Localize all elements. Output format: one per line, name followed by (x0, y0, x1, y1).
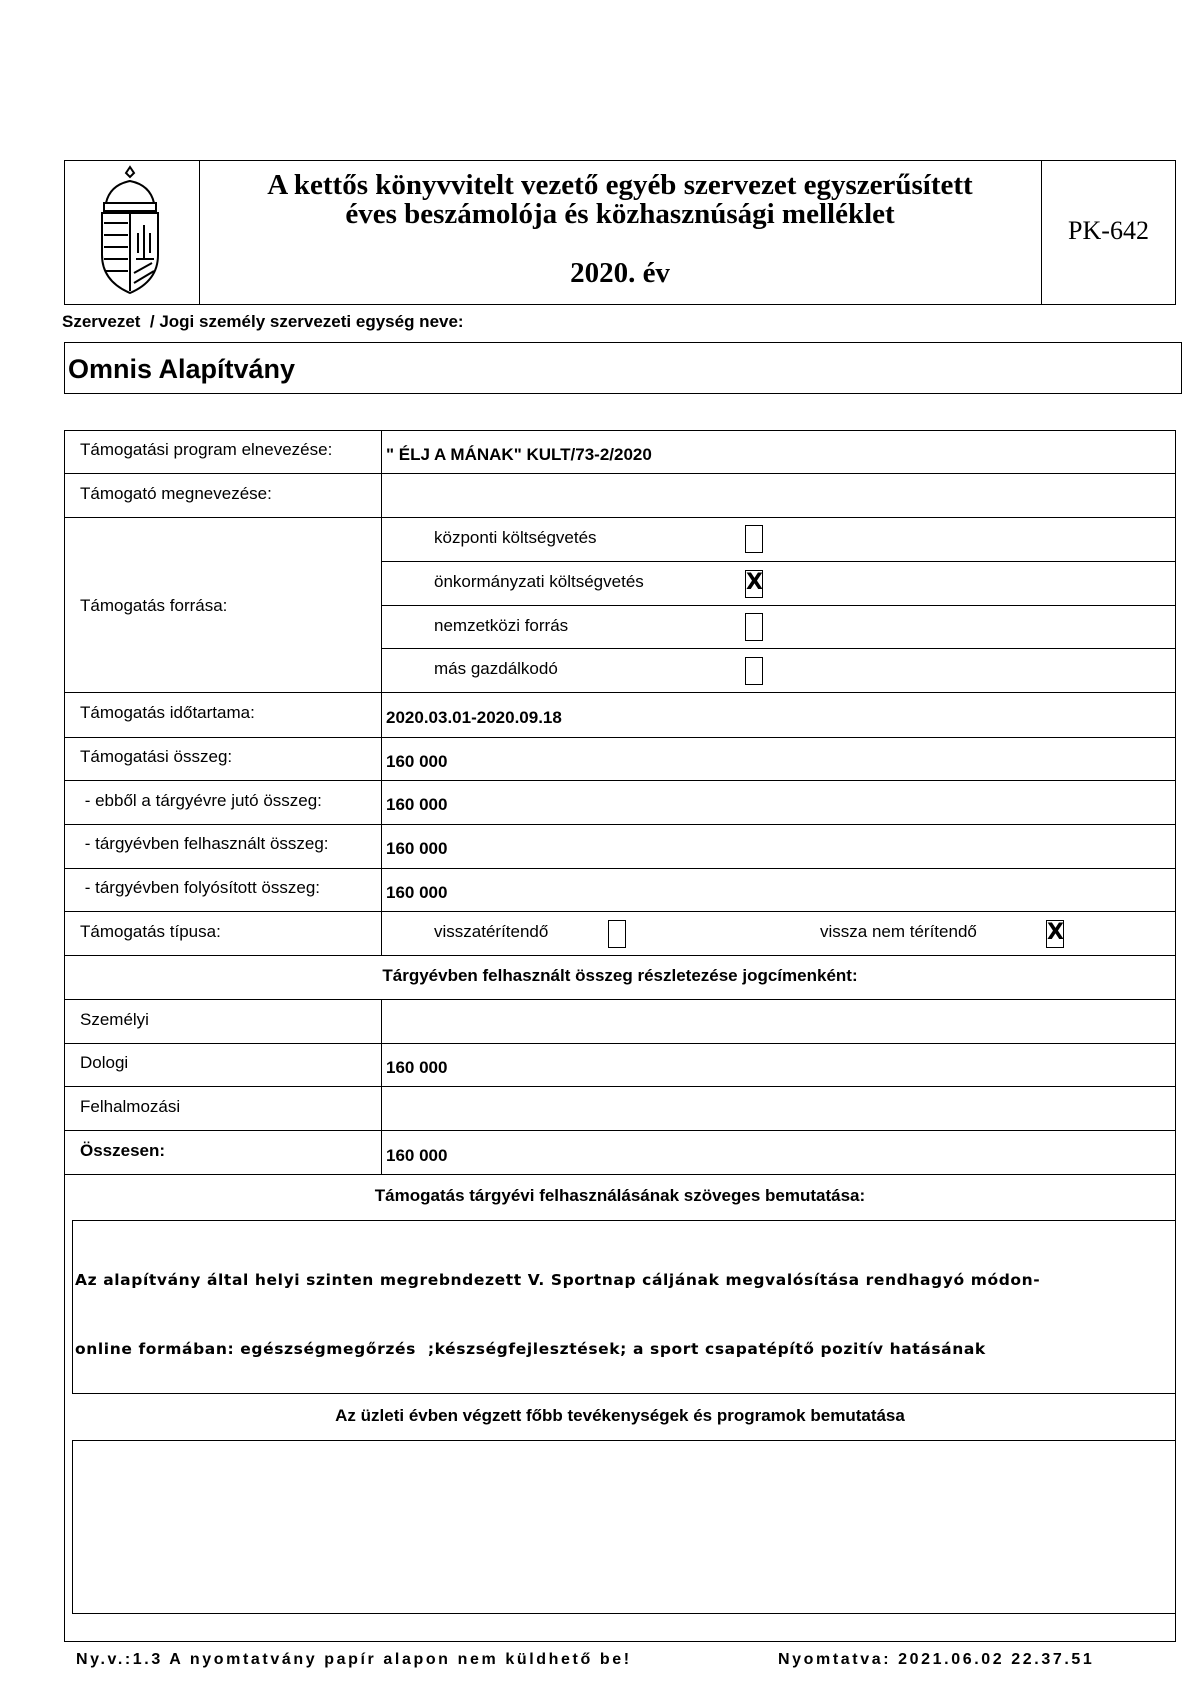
refundable-checkbox[interactable] (608, 920, 626, 948)
source-option-label: önkormányzati költségvetés (434, 572, 644, 591)
activities-heading: Az üzleti évben végzett főbb tevékenységek és programok bemutatása (335, 1406, 905, 1425)
form-title-line1: A kettős könyvvitelt vezető egyéb szervezet egyszerűsített (267, 169, 973, 201)
source-checkbox[interactable]: X (745, 570, 763, 598)
non-refundable-label: vissza nem térítendő (820, 922, 977, 941)
description-line: Az alapítvány által helyi szinten megrebndezett V. Sportnap cáljának megvalósítása rendhagyó módon- (75, 1271, 1041, 1289)
breakdown-row-label: Dologi (80, 1053, 129, 1072)
form-code: PK-642 (1068, 216, 1149, 245)
used-amount-label: - tárgyévben felhasznált összeg: (80, 834, 329, 853)
supporter-label: Támogató megnevezése: (80, 484, 272, 503)
org-name-label: Szervezet / Jogi személy szervezeti egység neve: (62, 312, 464, 331)
year-share-label: - ebből a tárgyévre jutó összeg: (80, 791, 322, 810)
print-timestamp: Nyomtatva: 2021.06.02 22.37.51 (778, 1651, 1095, 1668)
program-name-value: " ÉLJ A MÁNAK" KULT/73-2/2020 (386, 445, 652, 464)
coat-of-arms-icon (90, 163, 170, 297)
source-option-label: nemzetközi forrás (434, 616, 569, 635)
non-refundable-checkbox[interactable]: X (1046, 920, 1064, 948)
grant-type-label: Támogatás típusa: (80, 922, 221, 941)
paid-amount-value: 160 000 (386, 883, 448, 902)
form-year: 2020. év (570, 257, 670, 289)
breakdown-total-label: Összesen: (80, 1141, 166, 1160)
breakdown-row-label: Felhalmozási (80, 1097, 181, 1116)
paid-amount-label: - tárgyévben folyósított összeg: (80, 878, 321, 897)
description-textarea[interactable] (72, 1220, 1176, 1394)
program-name-label: Támogatási program elnevezése: (80, 440, 333, 459)
source-label: Támogatás forrása: (80, 596, 228, 615)
breakdown-row-label: Személyi (80, 1010, 149, 1029)
description-line: online formában: egészségmegőrzés ;készségfejlesztések; a sport csapatépítő pozitív hatásának (75, 1340, 986, 1358)
org-name: Omnis Alapítvány (68, 354, 296, 384)
description-heading: Támogatás tárgyévi felhasználásának szöveges bemutatása: (374, 1186, 866, 1205)
used-amount-value: 160 000 (386, 839, 448, 858)
footer-note: Ny.v.:1.3 A nyomtatvány papír alapon nem küldhető be! (76, 1651, 632, 1668)
breakdown-row-value: 160 000 (386, 1058, 448, 1077)
source-option-label: más gazdálkodó (434, 659, 558, 678)
duration-value: 2020.03.01-2020.09.18 (386, 708, 562, 727)
amount-value: 160 000 (386, 752, 448, 771)
activities-textarea[interactable] (72, 1440, 1176, 1614)
source-option-label: központi költségvetés (434, 528, 597, 547)
duration-label: Támogatás időtartama: (80, 703, 255, 722)
form-title-line2: éves beszámolója és közhasznúsági melléklet (345, 198, 895, 230)
breakdown-total-value: 160 000 (386, 1146, 448, 1165)
amount-label: Támogatási összeg: (80, 747, 233, 766)
year-share-value: 160 000 (386, 795, 448, 814)
breakdown-heading: Tárgyévben felhasznált összeg részletezése jogcímenként: (382, 966, 858, 985)
source-checkbox[interactable] (745, 613, 763, 641)
source-checkbox[interactable] (745, 525, 763, 553)
source-checkbox[interactable] (745, 657, 763, 685)
refundable-label: visszatérítendő (434, 922, 549, 941)
